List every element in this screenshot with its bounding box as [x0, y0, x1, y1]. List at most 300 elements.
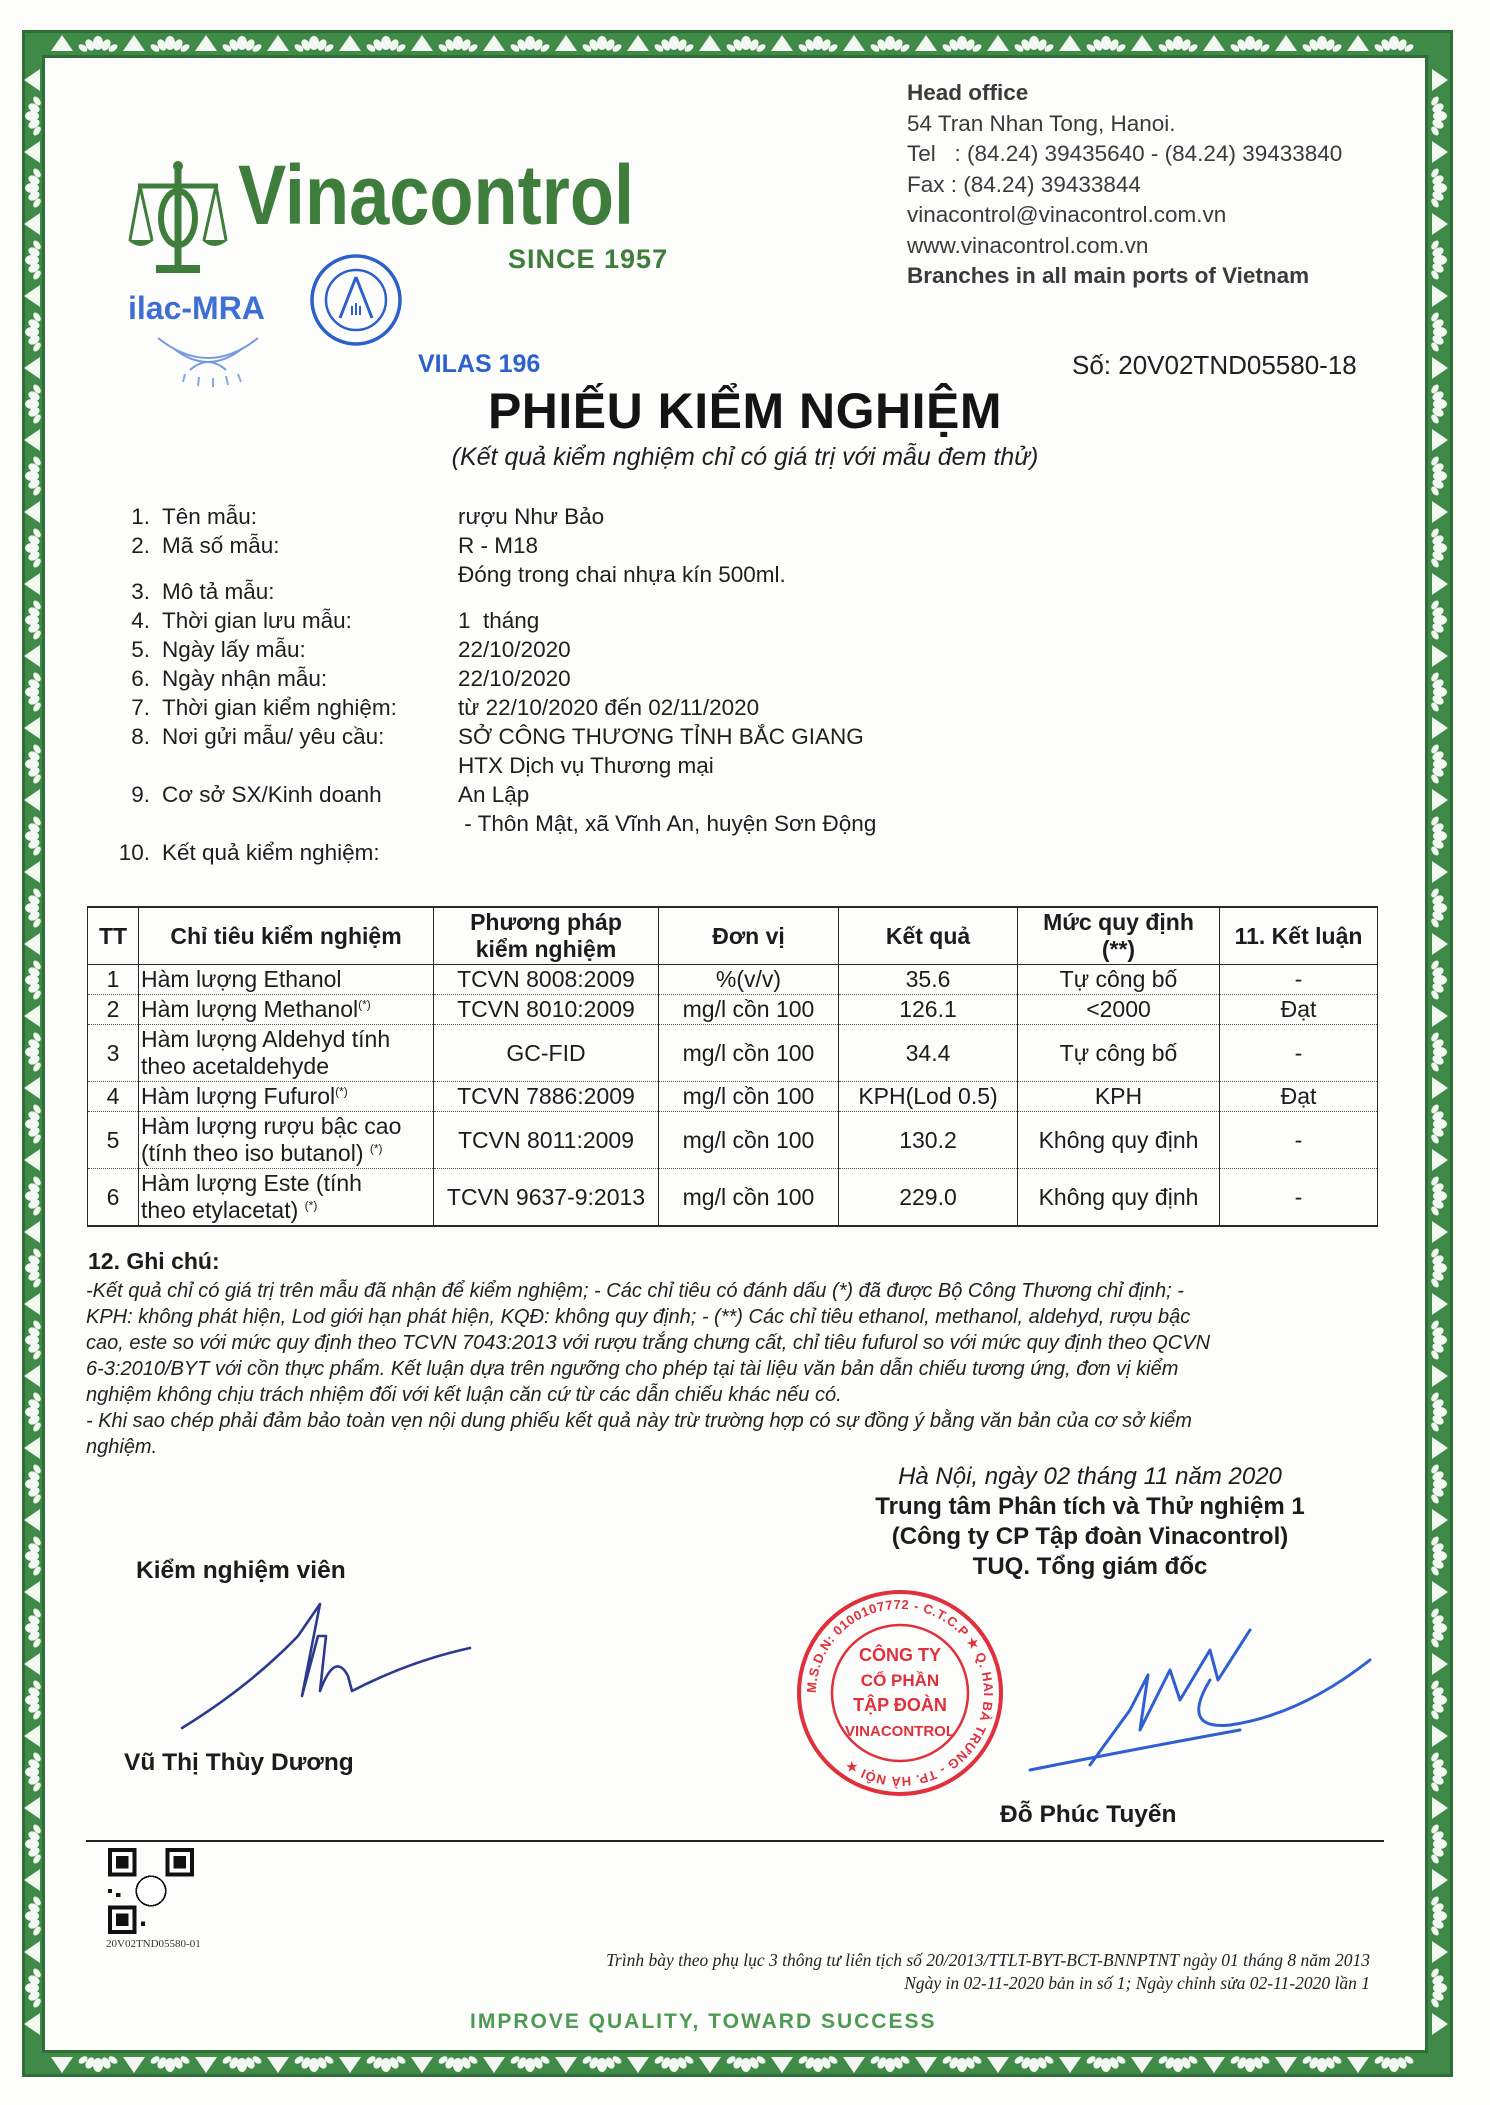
footnote-regulation: Trình bày theo phụ lục 3 thông tư liên tịch số 20/2013/TTLT-BYT-BCT-BNNPTNT ngày 01 tháng 8 năm 2013 [606, 1950, 1370, 1970]
border-lotus-ornament [25, 743, 42, 785]
border-triangle-ornament [24, 1797, 40, 1819]
ilac-stamp-text: ilac-MRA [128, 290, 265, 326]
cell-limit: Tự công bố [1018, 965, 1220, 995]
designated-mark: (*) [304, 1198, 318, 1213]
head-office-website[interactable]: www.vinacontrol.com.vn [907, 232, 1149, 258]
border-lotus-ornament [797, 36, 839, 53]
cell-limit: KPH [1018, 1082, 1220, 1112]
border-lotus-ornament [293, 2055, 335, 2072]
border-lotus-ornament [1430, 743, 1447, 785]
border-lotus-ornament [25, 1319, 42, 1361]
border-lotus-ornament [1229, 2055, 1271, 2072]
border-triangle-ornament [24, 285, 40, 307]
info-item [110, 531, 1310, 560]
info-value: từ 22/10/2020 đến 02/11/2020 [458, 695, 760, 720]
border-lotus-ornament [1430, 815, 1447, 857]
border-triangle-ornament [1432, 573, 1448, 595]
seal-center-line: CỔ PHẦN [860, 1671, 940, 1690]
note-line: - Khi sao chép phải đảm bảo toàn vẹn nội dung phiếu kết quả này trừ trường hợp có sự đồng ý bằng văn bản của cơ sở kiểm [86, 1410, 1192, 1432]
border-triangle-ornament [1432, 1581, 1448, 1603]
border-triangle-ornament [267, 2057, 289, 2073]
info-label: Ngày lấy mẫu: [162, 637, 306, 662]
cell-tt: 5 [88, 1112, 139, 1169]
border-lotus-ornament [1430, 1103, 1447, 1145]
cell-indicator [139, 1169, 434, 1227]
indicator-text: Hàm lượng Aldehyd tính [141, 1026, 391, 1052]
border-triangle-ornament [1432, 213, 1448, 235]
border-triangle-ornament [1432, 1725, 1448, 1747]
border-lotus-ornament [869, 36, 911, 53]
border-triangle-ornament [24, 645, 40, 667]
border-lotus-ornament [1373, 36, 1415, 53]
border-triangle-ornament [1432, 69, 1448, 91]
border-triangle-ornament [1131, 2057, 1153, 2073]
info-value: An Lập [458, 782, 530, 807]
border-triangle-ornament [24, 1869, 40, 1891]
seal-ring-text: M.S.D.N: 0100107772 - C.T.C.P ★ Q. HAI BÀ TRƯNG - TP. HÀ NỘI ★ [803, 1596, 997, 1790]
table-row [88, 1112, 1378, 1169]
info-label: Thời gian kiểm nghiệm: [162, 695, 397, 720]
border-lotus-ornament [581, 36, 623, 53]
border-lotus-ornament [293, 36, 335, 53]
signer-name-right: Đỗ Phúc Tuyến [1000, 1801, 1177, 1828]
cell-result: 34.4 [839, 1025, 1018, 1082]
designated-mark: (*) [358, 997, 371, 1012]
border-lotus-ornament [25, 167, 42, 209]
border-triangle-ornament [1432, 1797, 1448, 1819]
indicator-text: Hàm lượng Ethanol [141, 966, 342, 992]
border-lotus-ornament [1430, 1319, 1447, 1361]
border-lotus-ornament [25, 1175, 42, 1217]
border-lotus-ornament [25, 1751, 42, 1793]
border-triangle-ornament [24, 213, 40, 235]
border-lotus-ornament [1430, 1535, 1447, 1577]
info-item [110, 838, 1310, 867]
border-triangle-ornament [1432, 1437, 1448, 1459]
cell-indicator [139, 965, 434, 995]
border-triangle-ornament [1432, 1149, 1448, 1171]
border-triangle-ornament [411, 2057, 433, 2073]
info-label: Ngày nhận mẫu: [162, 666, 328, 691]
border-triangle-ornament [339, 35, 361, 51]
border-lotus-ornament [1430, 671, 1447, 713]
cell-method: GC-FID [434, 1025, 659, 1082]
head-office-block [907, 78, 1342, 292]
border-triangle-ornament [1432, 1365, 1448, 1387]
indicator-text-line2: (tính theo iso butanol) [141, 1140, 370, 1166]
border-lotus-ornament [1430, 1895, 1447, 1937]
cell-tt: 3 [88, 1025, 139, 1082]
border-lotus-ornament [941, 2055, 983, 2072]
border-lotus-ornament [25, 1967, 42, 2009]
border-lotus-ornament [509, 36, 551, 53]
border-lotus-ornament [725, 36, 767, 53]
cell-method: TCVN 9637-9:2013 [434, 1169, 659, 1227]
border-lotus-ornament [1430, 887, 1447, 929]
info-value: SỞ CÔNG THƯƠNG TỈNH BẮC GIANG [458, 724, 864, 749]
info-value: Đóng trong chai nhựa kín 500ml. [458, 562, 786, 587]
border-lotus-ornament [1430, 527, 1447, 569]
border-lotus-ornament [221, 2055, 263, 2072]
cell-conclusion: Đạt [1220, 1082, 1378, 1112]
border-lotus-ornament [1373, 2055, 1415, 2072]
header-limit-line2: (**) [1101, 936, 1136, 962]
border-triangle-ornament [123, 35, 145, 51]
border-triangle-ornament [771, 35, 793, 51]
border-triangle-ornament [1203, 2057, 1225, 2073]
border-triangle-ornament [1432, 357, 1448, 379]
info-item [110, 664, 1310, 693]
border-triangle-ornament [987, 2057, 1009, 2073]
indicator-text-line2: theo etylacetat) [141, 1197, 305, 1223]
cell-result: 35.6 [839, 965, 1018, 995]
indicator-text: Hàm lượng Fufurol [141, 1083, 336, 1109]
cell-indicator [139, 995, 434, 1025]
notes-body [86, 1278, 1378, 1460]
header-method [434, 907, 659, 965]
document-subtitle: (Kết quả kiểm nghiệm chỉ có giá trị với mẫu đem thử) [451, 443, 1039, 471]
border-triangle-ornament [1347, 35, 1369, 51]
border-lotus-ornament [25, 887, 42, 929]
cell-limit: Tự công bố [1018, 1025, 1220, 1082]
cell-method: TCVN 8010:2009 [434, 995, 659, 1025]
border-lotus-ornament [437, 36, 479, 53]
border-lotus-ornament [1430, 1823, 1447, 1865]
footer-divider [86, 1840, 1384, 1842]
issue-date: Hà Nội, ngày 02 tháng 11 năm 2020 [898, 1463, 1282, 1490]
info-value: - Thôn Mật, xã Vĩnh An, huyện Sơn Động [458, 811, 877, 836]
border-lotus-ornament [1430, 959, 1447, 1001]
info-value: rượu Như Bảo [458, 504, 605, 529]
header-method-line2: kiểm nghiệm [475, 936, 617, 962]
border-triangle-ornament [555, 35, 577, 51]
designated-mark: (*) [335, 1084, 348, 1099]
border-triangle-ornament [1432, 1005, 1448, 1027]
cell-tt: 6 [88, 1169, 139, 1227]
border-triangle-ornament [627, 2057, 649, 2073]
cell-indicator [139, 1082, 434, 1112]
cell-unit: mg/l cồn 100 [659, 1082, 839, 1112]
cell-tt: 1 [88, 965, 139, 995]
border-triangle-ornament [24, 1005, 40, 1027]
border-triangle-ornament [339, 2057, 361, 2073]
border-triangle-ornament [987, 35, 1009, 51]
head-office-address: 54 Tran Nhan Tong, Hanoi. [907, 110, 1176, 136]
border-triangle-ornament [24, 1725, 40, 1747]
info-value: HTX Dịch vụ Thương mại [458, 753, 714, 778]
border-triangle-ornament [1275, 35, 1297, 51]
info-value: 22/10/2020 [458, 666, 571, 691]
border-triangle-ornament [195, 35, 217, 51]
border-triangle-ornament [1432, 717, 1448, 739]
cell-unit: mg/l cồn 100 [659, 1025, 839, 1082]
border-lotus-ornament [365, 2055, 407, 2072]
issuing-org: Trung tâm Phân tích và Thử nghiệm 1 [875, 1493, 1305, 1520]
note-line: cao, este so với mức quy định theo TCVN 7043:2013 với rượu trắng chưng cất, chỉ tiêu fufurol so với mức quy định theo QCVN [86, 1332, 1211, 1354]
border-triangle-ornament [123, 2057, 145, 2073]
indicator-text: Hàm lượng Este (tính [141, 1170, 362, 1196]
border-lotus-ornament [25, 815, 42, 857]
info-number: 2. [131, 533, 150, 558]
border-triangle-ornament [1432, 501, 1448, 523]
info-value: 22/10/2020 [458, 637, 571, 662]
info-label: Mô tả mẫu: [162, 579, 275, 604]
border-triangle-ornament [699, 2057, 721, 2073]
border-lotus-ornament [1013, 2055, 1055, 2072]
cell-unit: mg/l cồn 100 [659, 1169, 839, 1227]
table-row [88, 1169, 1378, 1227]
cell-unit: mg/l cồn 100 [659, 1112, 839, 1169]
border-lotus-ornament [1430, 599, 1447, 641]
note-line: nghiệm không chịu trách nhiệm đối với kết luận căn cứ từ các dẫn chiếu khác nếu có. [86, 1384, 842, 1406]
border-triangle-ornament [1432, 789, 1448, 811]
border-triangle-ornament [915, 2057, 937, 2073]
info-item [110, 606, 1310, 635]
issuing-company: (Công ty CP Tập đoàn Vinacontrol) [891, 1523, 1289, 1550]
head-office-branches: Branches in all main ports of Vietnam [907, 263, 1310, 288]
border-lotus-ornament [25, 239, 42, 281]
info-number: 4. [131, 608, 150, 633]
table-row [88, 1082, 1378, 1112]
border-triangle-ornament [24, 717, 40, 739]
border-triangle-ornament [555, 2057, 577, 2073]
border-lotus-ornament [25, 1391, 42, 1433]
note-line: nghiệm. [86, 1436, 158, 1458]
info-number: 1. [131, 504, 150, 529]
border-triangle-ornament [24, 69, 40, 91]
border-lotus-ornament [25, 311, 42, 353]
sample-info-list [110, 502, 1310, 867]
brand-since: SINCE 1957 [508, 244, 669, 274]
border-triangle-ornament [24, 1437, 40, 1459]
cell-conclusion: - [1220, 1112, 1378, 1169]
cell-limit: <2000 [1018, 995, 1220, 1025]
info-item [110, 722, 1310, 751]
border-triangle-ornament [24, 1077, 40, 1099]
brand-slogan: IMPROVE QUALITY, TOWARD SUCCESS [470, 2010, 937, 2033]
border-lotus-ornament [25, 1463, 42, 1505]
border-lotus-ornament [1301, 2055, 1343, 2072]
border-triangle-ornament [1131, 35, 1153, 51]
border-lotus-ornament [1301, 36, 1343, 53]
border-triangle-ornament [24, 1293, 40, 1315]
cell-method: TCVN 7886:2009 [434, 1082, 659, 1112]
notes-heading: 12. Ghi chú: [88, 1248, 220, 1274]
brand-logo-text: Vinacontrol [238, 148, 635, 242]
border-triangle-ornament [1432, 1293, 1448, 1315]
border-lotus-ornament [1013, 36, 1055, 53]
border-triangle-ornament [1432, 1509, 1448, 1531]
border-triangle-ornament [1432, 645, 1448, 667]
cell-limit: Không quy định [1018, 1169, 1220, 1227]
border-lotus-ornament [77, 2055, 119, 2072]
border-lotus-ornament [1430, 1175, 1447, 1217]
border-triangle-ornament [1275, 2057, 1297, 2073]
info-number: 9. [131, 782, 150, 807]
border-lotus-ornament [221, 36, 263, 53]
head-office-title: Head office [907, 80, 1029, 105]
note-line: -Kết quả chỉ có giá trị trên mẫu đã nhận để kiểm nghiệm; - Các chỉ tiêu có đánh dấu (*) đã được Bộ Công Thương chỉ định; - [86, 1280, 1184, 1302]
border-triangle-ornament [627, 35, 649, 51]
info-label: Kết quả kiểm nghiệm: [162, 840, 380, 865]
header-indicator: Chỉ tiêu kiểm nghiệm [139, 907, 434, 965]
table-row [88, 965, 1378, 995]
info-label: Tên mẫu: [162, 504, 258, 529]
info-item [110, 693, 1310, 722]
info-value: 1 tháng [458, 608, 540, 633]
border-triangle-ornament [1059, 35, 1081, 51]
border-lotus-ornament [1085, 36, 1127, 53]
border-lotus-ornament [941, 36, 983, 53]
border-triangle-ornament [411, 35, 433, 51]
border-lotus-ornament [25, 1031, 42, 1073]
seal-center-line: TẬP ĐOÀN [853, 1695, 947, 1715]
border-triangle-ornament [1347, 2057, 1369, 2073]
border-lotus-ornament [1430, 1751, 1447, 1793]
border-lotus-ornament [1430, 1607, 1447, 1649]
border-lotus-ornament [1430, 95, 1447, 137]
border-triangle-ornament [1432, 1221, 1448, 1243]
border-triangle-ornament [1432, 933, 1448, 955]
cell-conclusion: Đạt [1220, 995, 1378, 1025]
cell-tt: 2 [88, 995, 139, 1025]
indicator-text: Hàm lượng Methanol [141, 996, 359, 1022]
border-lotus-ornament [1430, 1463, 1447, 1505]
border-lotus-ornament [1430, 1031, 1447, 1073]
border-triangle-ornament [483, 2057, 505, 2073]
border-lotus-ornament [1430, 167, 1447, 209]
note-line: KPH: không phát hiện, Lod giới hạn phát hiện, KQĐ: không quy định; - (**) Các chỉ tiêu ethanol, methanol, aldehyd, rượu bậc [86, 1306, 1191, 1328]
border-triangle-ornament [843, 2057, 865, 2073]
border-triangle-ornament [24, 501, 40, 523]
info-label: Nơi gửi mẫu/ yêu cầu: [162, 724, 385, 749]
border-lotus-ornament [25, 1535, 42, 1577]
info-item [110, 809, 1310, 838]
border-triangle-ornament [51, 2057, 73, 2073]
info-number: 7. [131, 695, 150, 720]
document-number: Số: 20V02TND05580-18 [1072, 350, 1357, 380]
cell-method: TCVN 8008:2009 [434, 965, 659, 995]
border-lotus-ornament [25, 599, 42, 641]
table-row [88, 995, 1378, 1025]
cell-tt: 4 [88, 1082, 139, 1112]
header-result: Kết quả [839, 907, 1018, 965]
border-lotus-ornament [25, 1103, 42, 1145]
border-lotus-ornament [149, 36, 191, 53]
cell-indicator [139, 1025, 434, 1082]
info-item [110, 502, 1310, 531]
border-lotus-ornament [653, 36, 695, 53]
cell-result: 229.0 [839, 1169, 1018, 1227]
info-number: 3. [131, 579, 150, 604]
border-lotus-ornament [437, 2055, 479, 2072]
border-triangle-ornament [771, 2057, 793, 2073]
info-label: Thời gian lưu mẫu: [162, 608, 352, 633]
border-triangle-ornament [24, 1221, 40, 1243]
header-limit [1018, 907, 1220, 965]
border-triangle-ornament [24, 1365, 40, 1387]
cell-result: KPH(Lod 0.5) [839, 1082, 1018, 1112]
company-seal [795, 1588, 1005, 1798]
border-triangle-ornament [24, 789, 40, 811]
border-triangle-ornament [24, 357, 40, 379]
info-item [110, 780, 1310, 809]
border-triangle-ornament [24, 933, 40, 955]
border-lotus-ornament [1430, 239, 1447, 281]
head-office-tel: Tel : (84.24) 39435640 - (84.24) 39433840 [907, 141, 1343, 166]
border-lotus-ornament [797, 2055, 839, 2072]
vilas-number: VILAS 196 [418, 350, 541, 378]
info-item [110, 751, 1310, 780]
border-triangle-ornament [24, 1653, 40, 1675]
border-triangle-ornament [1432, 861, 1448, 883]
border-lotus-ornament [77, 36, 119, 53]
info-value: R - M18 [458, 533, 539, 558]
border-triangle-ornament [24, 1509, 40, 1531]
border-lotus-ornament [25, 1607, 42, 1649]
cell-limit: Không quy định [1018, 1112, 1220, 1169]
designated-mark: (*) [369, 1141, 383, 1156]
signature-right [1020, 1600, 1380, 1790]
border-lotus-ornament [25, 527, 42, 569]
border-lotus-ornament [149, 2055, 191, 2072]
cell-indicator [139, 1112, 434, 1169]
border-triangle-ornament [915, 35, 937, 51]
border-triangle-ornament [267, 35, 289, 51]
qr-code[interactable] [108, 1848, 194, 1934]
cell-unit: %(v/v) [659, 965, 839, 995]
head-office-email[interactable]: vinacontrol@vinacontrol.com.vn [907, 202, 1227, 227]
border-lotus-ornament [25, 671, 42, 713]
head-office-fax: Fax : (84.24) 39433844 [907, 171, 1141, 197]
border-lotus-ornament [365, 36, 407, 53]
border-triangle-ornament [24, 141, 40, 163]
table-row [88, 1025, 1378, 1082]
border-lotus-ornament [581, 2055, 623, 2072]
border-lotus-ornament [725, 2055, 767, 2072]
border-triangle-ornament [24, 1941, 40, 1963]
border-lotus-ornament [1430, 1679, 1447, 1721]
border-triangle-ornament [24, 573, 40, 595]
border-lotus-ornament [25, 95, 42, 137]
cell-method: TCVN 8011:2009 [434, 1112, 659, 1169]
border-triangle-ornament [1432, 1941, 1448, 1963]
border-triangle-ornament [1203, 35, 1225, 51]
cell-conclusion: - [1220, 965, 1378, 995]
header-limit-line1: Mức quy định [1043, 909, 1194, 935]
border-lotus-ornament [869, 2055, 911, 2072]
border-triangle-ornament [1432, 1077, 1448, 1099]
info-item [110, 635, 1310, 664]
border-triangle-ornament [1432, 1653, 1448, 1675]
info-label: Mã số mẫu: [162, 533, 280, 558]
cell-result: 130.2 [839, 1112, 1018, 1169]
border-lotus-ornament [1085, 2055, 1127, 2072]
cell-conclusion: - [1220, 1025, 1378, 1082]
indicator-text-line2: theo acetaldehyde [141, 1053, 329, 1079]
border-triangle-ornament [1432, 1869, 1448, 1891]
header-conclusion: 11. Kết luận [1220, 907, 1378, 965]
cell-unit: mg/l cồn 100 [659, 995, 839, 1025]
signature-left [170, 1596, 490, 1736]
signer-role-left: Kiểm nghiệm viên [136, 1557, 346, 1584]
border-lotus-ornament [1430, 1247, 1447, 1289]
border-triangle-ornament [843, 35, 865, 51]
border-lotus-ornament [1430, 311, 1447, 353]
info-number: 6. [131, 666, 150, 691]
header-unit: Đơn vị [659, 907, 839, 965]
border-lotus-ornament [25, 1247, 42, 1289]
